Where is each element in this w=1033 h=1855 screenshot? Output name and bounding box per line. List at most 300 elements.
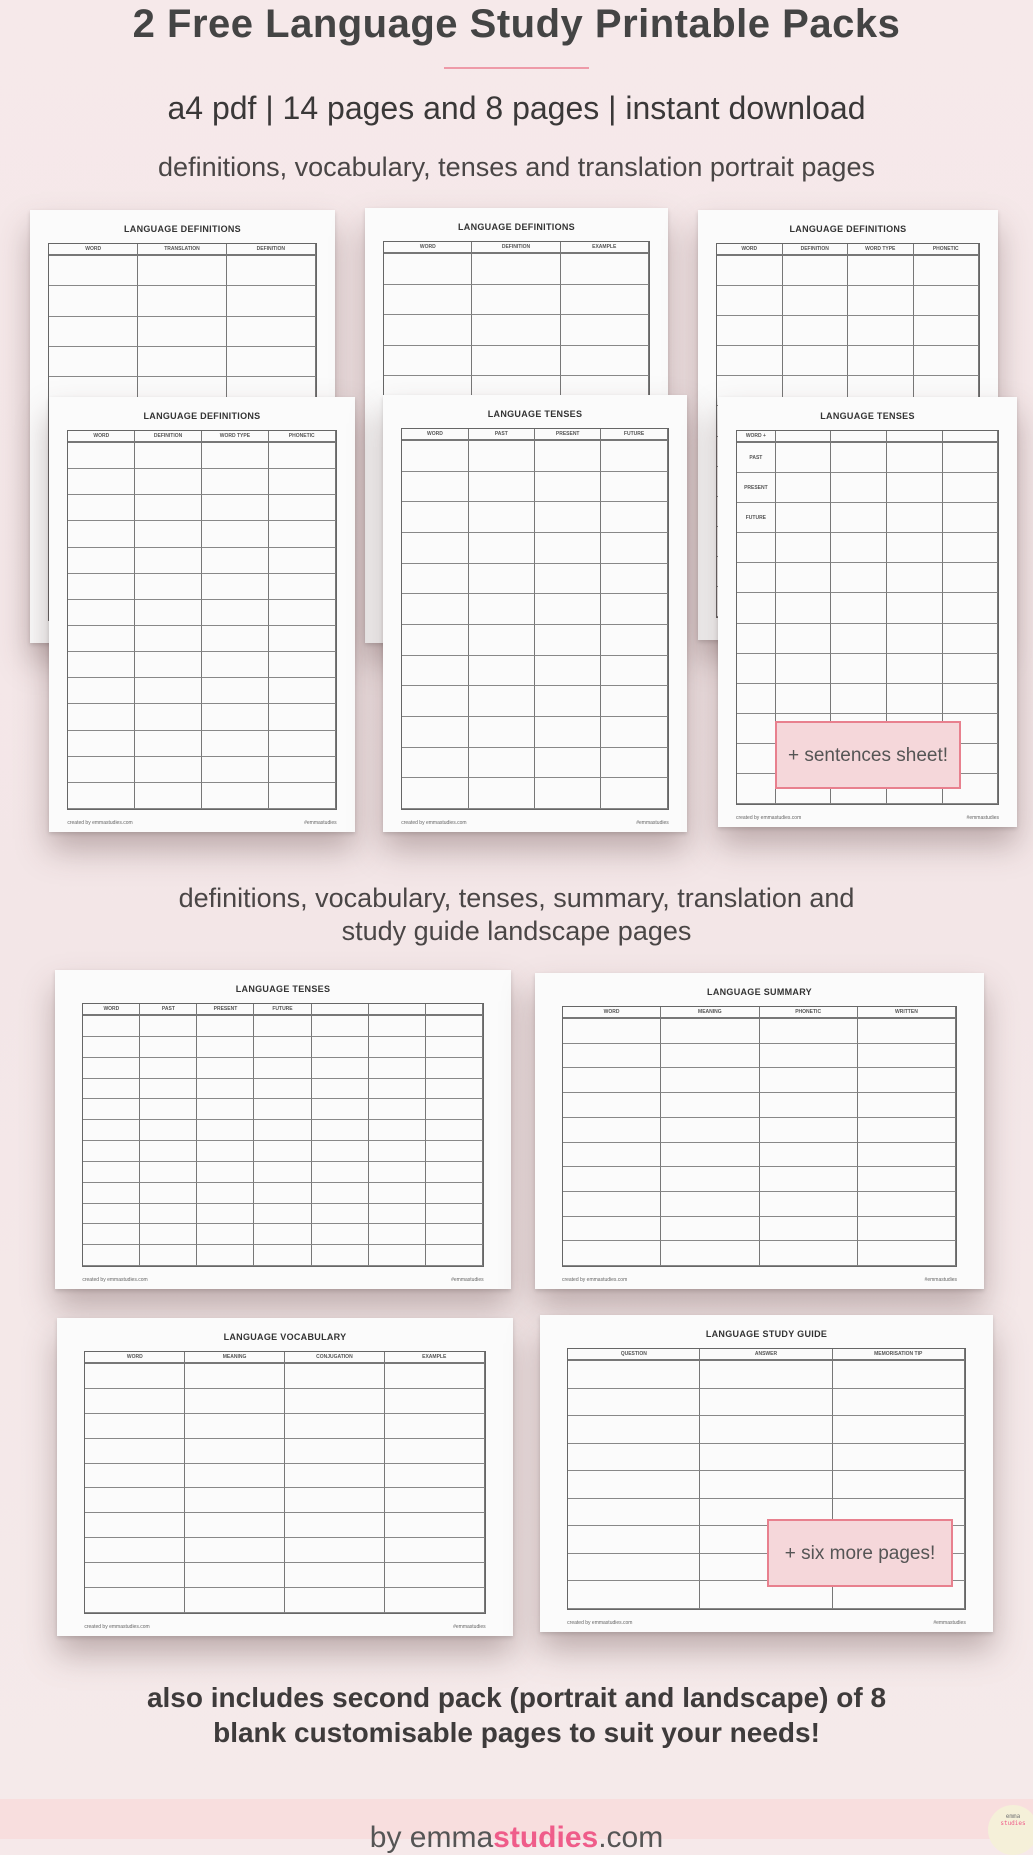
table-cell <box>943 684 999 714</box>
table-cell <box>426 1224 483 1245</box>
table-cell <box>312 1079 369 1100</box>
table-cell <box>858 1068 956 1093</box>
table-cell <box>185 1389 285 1414</box>
column-header: WORD TYPE <box>848 244 914 256</box>
table-cell <box>943 473 999 503</box>
column-header <box>312 1004 369 1016</box>
table-cell <box>68 783 135 809</box>
table-cell <box>227 256 316 286</box>
table-cell <box>469 717 535 748</box>
table-cell <box>135 731 202 757</box>
table-cell <box>83 1245 140 1266</box>
table-cell <box>563 1241 661 1266</box>
table-cell <box>385 1414 485 1439</box>
page-heading: LANGUAGE TENSES <box>487 409 583 419</box>
table-cell <box>833 1416 965 1444</box>
table-cell <box>737 563 776 593</box>
table-cell <box>535 564 601 595</box>
page-heading: LANGUAGE SUMMARY <box>707 987 812 997</box>
table-cell <box>776 654 832 684</box>
table-cell <box>202 469 269 495</box>
table-cell <box>269 469 336 495</box>
table-cell <box>254 1224 311 1245</box>
footer-studies: studies <box>493 1821 599 1854</box>
table-cell <box>385 1389 485 1414</box>
table-cell <box>269 443 336 469</box>
table-cell <box>85 1588 185 1613</box>
printable-page <box>55 970 511 1289</box>
table-cell <box>469 656 535 687</box>
table-cell <box>858 1217 956 1242</box>
table-cell <box>760 1217 858 1242</box>
table-cell <box>402 594 468 625</box>
table-cell <box>426 1016 483 1037</box>
table-cell <box>227 286 316 316</box>
table-cell <box>469 441 535 472</box>
column-header: FUTURE <box>254 1004 311 1016</box>
page-table <box>401 428 669 810</box>
page-footer-right: #emmastudies <box>924 1277 958 1283</box>
table-cell <box>285 1464 385 1489</box>
table-cell <box>68 731 135 757</box>
table-cell <box>661 1167 759 1192</box>
table-cell <box>858 1044 956 1069</box>
table-cell <box>68 626 135 652</box>
table-cell <box>535 748 601 779</box>
table-cell <box>68 469 135 495</box>
table-cell <box>783 256 849 286</box>
printable-page <box>535 973 984 1289</box>
page-heading: LANGUAGE DEFINITIONS <box>143 411 261 421</box>
table-cell <box>135 548 202 574</box>
table-cell <box>197 1204 254 1225</box>
page-footer-right: #emmastudies <box>966 815 1000 821</box>
table-cell <box>535 594 601 625</box>
table-cell <box>426 1141 483 1162</box>
table-cell <box>254 1141 311 1162</box>
table-cell <box>269 678 336 704</box>
table-cell <box>601 564 667 595</box>
table-cell <box>760 1192 858 1217</box>
table-cell <box>269 548 336 574</box>
table-cell <box>943 624 999 654</box>
table-cell <box>384 346 472 377</box>
table-cell <box>140 1162 197 1183</box>
column-header <box>369 1004 426 1016</box>
table-cell <box>700 1471 832 1499</box>
table-cell <box>269 574 336 600</box>
table-cell <box>269 600 336 626</box>
table-cell <box>402 656 468 687</box>
table-cell <box>197 1162 254 1183</box>
table-cell <box>312 1099 369 1120</box>
table-cell <box>285 1414 385 1439</box>
table-cell <box>469 502 535 533</box>
table-cell <box>402 717 468 748</box>
table-cell <box>369 1245 426 1266</box>
table-cell <box>943 533 999 563</box>
table-cell <box>426 1037 483 1058</box>
page-heading: LANGUAGE DEFINITIONS <box>123 224 241 234</box>
table-cell <box>254 1037 311 1058</box>
table-cell <box>385 1513 485 1538</box>
page-footer-left: created by emmastudies.com <box>735 815 802 821</box>
table-cell <box>402 564 468 595</box>
page-footer-right: #emmastudies <box>304 820 337 826</box>
table-cell <box>402 441 468 472</box>
table-cell <box>402 748 468 779</box>
column-header: MEANING <box>661 1007 759 1019</box>
table-cell <box>661 1068 759 1093</box>
table-cell <box>197 1245 254 1266</box>
table-cell <box>254 1183 311 1204</box>
table-cell <box>737 714 776 744</box>
table-cell <box>85 1538 185 1563</box>
table-cell <box>140 1079 197 1100</box>
column-header: PHONETIC <box>269 431 336 443</box>
table-cell <box>561 346 649 377</box>
table-cell: FUTURE <box>737 503 776 533</box>
table-cell <box>561 285 649 316</box>
table-cell: PAST <box>737 443 776 473</box>
table-cell <box>369 1037 426 1058</box>
table-cell <box>85 1488 185 1513</box>
table-cell <box>384 254 472 285</box>
table-cell <box>49 317 138 347</box>
table-cell <box>197 1141 254 1162</box>
column-header: FUTURE <box>601 429 667 441</box>
table-cell <box>601 778 667 809</box>
table-cell <box>369 1224 426 1245</box>
logo-line-2: studies <box>1000 1820 1026 1827</box>
table-cell <box>700 1444 832 1472</box>
table-cell <box>135 600 202 626</box>
table-cell <box>140 1058 197 1079</box>
table-cell <box>760 1241 858 1266</box>
table-cell <box>737 624 776 654</box>
table-cell <box>202 443 269 469</box>
table-cell <box>943 593 999 623</box>
page-footer-right: #emmastudies <box>453 1624 486 1630</box>
table-cell <box>887 563 943 593</box>
column-header: PHONETIC <box>914 244 980 256</box>
table-cell <box>737 533 776 563</box>
table-cell <box>312 1120 369 1141</box>
table-cell <box>85 1439 185 1464</box>
table-cell <box>776 503 832 533</box>
table-cell <box>858 1241 956 1266</box>
table-cell <box>831 503 887 533</box>
table-cell <box>202 600 269 626</box>
column-header: QUESTION <box>568 1349 700 1361</box>
table-cell <box>83 1079 140 1100</box>
table-cell <box>426 1099 483 1120</box>
table-cell <box>285 1364 385 1389</box>
table-cell <box>717 286 783 316</box>
table-cell <box>138 347 227 377</box>
table-cell <box>858 1192 956 1217</box>
table-cell <box>185 1364 285 1389</box>
column-header: PRESENT <box>197 1004 254 1016</box>
table-cell <box>138 286 227 316</box>
table-cell <box>535 656 601 687</box>
column-header: DEFINITION <box>472 242 560 254</box>
printable-page <box>383 395 687 832</box>
page-heading: LANGUAGE DEFINITIONS <box>457 222 575 232</box>
table-cell <box>737 654 776 684</box>
table-cell <box>402 625 468 656</box>
table-cell <box>227 317 316 347</box>
table-cell <box>202 678 269 704</box>
table-cell <box>783 316 849 346</box>
table-cell <box>469 472 535 503</box>
table-cell <box>202 704 269 730</box>
table-cell <box>185 1439 285 1464</box>
table-cell <box>848 286 914 316</box>
table-cell <box>563 1068 661 1093</box>
table-cell <box>426 1120 483 1141</box>
table-cell <box>185 1414 285 1439</box>
table-cell <box>469 533 535 564</box>
table-cell <box>369 1099 426 1120</box>
table-cell <box>914 346 980 376</box>
table-cell <box>535 502 601 533</box>
table-cell <box>83 1058 140 1079</box>
table-cell <box>68 704 135 730</box>
table-cell <box>568 1361 700 1389</box>
table-cell <box>563 1019 661 1044</box>
table-cell <box>254 1016 311 1037</box>
bottom-text: also includes second pack (portrait and landscape) of 8 blank customisable pages to suit your needs! <box>146 1682 887 1748</box>
table-cell <box>831 684 887 714</box>
column-header <box>426 1004 483 1016</box>
page-heading: LANGUAGE TENSES <box>235 984 331 994</box>
table-cell <box>831 624 887 654</box>
table-cell <box>737 593 776 623</box>
table-cell <box>776 443 832 473</box>
table-cell <box>140 1224 197 1245</box>
table-cell <box>561 315 649 346</box>
table-cell <box>68 600 135 626</box>
table-cell <box>312 1141 369 1162</box>
table-cell <box>312 1204 369 1225</box>
table-cell <box>83 1224 140 1245</box>
table-cell <box>760 1044 858 1069</box>
table-cell <box>254 1079 311 1100</box>
table-cell <box>68 443 135 469</box>
table-cell <box>140 1141 197 1162</box>
table-cell <box>700 1389 832 1417</box>
table-cell <box>472 254 560 285</box>
table-cell <box>254 1204 311 1225</box>
table-cell <box>312 1162 369 1183</box>
table-cell <box>601 625 667 656</box>
table-cell <box>202 626 269 652</box>
table-cell <box>783 286 849 316</box>
table-cell <box>776 563 832 593</box>
table-cell <box>472 315 560 346</box>
column-header <box>831 431 887 443</box>
table-cell <box>285 1439 385 1464</box>
table-cell <box>469 625 535 656</box>
table-cell <box>197 1037 254 1058</box>
table-cell <box>385 1488 485 1513</box>
table-cell <box>135 704 202 730</box>
table-cell <box>197 1058 254 1079</box>
table-cell <box>185 1513 285 1538</box>
table-cell <box>202 574 269 600</box>
table-cell <box>83 1099 140 1120</box>
table-cell <box>49 256 138 286</box>
table-cell <box>563 1118 661 1143</box>
table-cell <box>385 1588 485 1613</box>
page-footer-left: created by emmastudies.com <box>67 820 133 826</box>
column-header: PAST <box>140 1004 197 1016</box>
table-cell <box>943 443 999 473</box>
table-cell <box>833 1389 965 1417</box>
table-cell <box>85 1513 185 1538</box>
page-footer-left: created by emmastudies.com <box>567 1620 633 1626</box>
table-cell <box>269 652 336 678</box>
table-cell <box>426 1245 483 1266</box>
table-cell <box>469 778 535 809</box>
table-cell <box>85 1563 185 1588</box>
table-cell <box>185 1588 285 1613</box>
table-cell <box>68 678 135 704</box>
table-cell <box>737 744 776 774</box>
table-cell <box>369 1079 426 1100</box>
table-cell <box>661 1093 759 1118</box>
table-cell <box>833 1444 965 1472</box>
table-cell <box>535 717 601 748</box>
table-cell <box>49 347 138 377</box>
table-cell <box>369 1016 426 1037</box>
table-cell <box>140 1016 197 1037</box>
page-table <box>67 430 336 810</box>
table-cell <box>202 521 269 547</box>
page-footer-left: created by emmastudies.com <box>84 1624 150 1630</box>
table-cell <box>887 473 943 503</box>
table-cell <box>568 1581 700 1609</box>
column-header: MEANING <box>185 1352 285 1364</box>
table-cell <box>776 624 832 654</box>
footer-link[interactable] <box>0 1821 1033 1855</box>
table-cell <box>85 1389 185 1414</box>
table-cell <box>135 521 202 547</box>
table-cell <box>269 521 336 547</box>
table-cell <box>760 1118 858 1143</box>
table-cell <box>887 443 943 473</box>
table-cell <box>369 1058 426 1079</box>
table-cell <box>831 593 887 623</box>
column-header: MEMORISATION TIP <box>833 1349 965 1361</box>
column-header: WORD <box>384 242 472 254</box>
table-cell <box>185 1538 285 1563</box>
page-heading: LANGUAGE DEFINITIONS <box>789 224 907 234</box>
table-cell <box>601 686 667 717</box>
table-cell <box>535 778 601 809</box>
table-cell <box>717 346 783 376</box>
six-more-callout: + six more pages! <box>767 1519 953 1587</box>
table-cell <box>887 503 943 533</box>
table-cell <box>185 1464 285 1489</box>
column-header: WORD + <box>737 431 776 443</box>
table-cell <box>85 1364 185 1389</box>
table-cell <box>469 686 535 717</box>
table-cell <box>887 654 943 684</box>
table-cell <box>776 684 832 714</box>
table-cell <box>402 533 468 564</box>
table-cell <box>285 1389 385 1414</box>
table-cell <box>312 1245 369 1266</box>
table-cell <box>312 1016 369 1037</box>
table-cell <box>269 626 336 652</box>
column-header <box>887 431 943 443</box>
column-header: WORD <box>717 244 783 256</box>
title-divider <box>444 67 589 69</box>
emmastudies-logo <box>988 1805 1033 1855</box>
table-cell <box>601 656 667 687</box>
table-cell <box>426 1183 483 1204</box>
column-header: WORD TYPE <box>202 431 269 443</box>
table-cell <box>661 1241 759 1266</box>
column-header: EXAMPLE <box>561 242 649 254</box>
subtitle: a4 pdf | 14 pages and 8 pages | instant download <box>167 90 866 126</box>
table-cell <box>197 1079 254 1100</box>
column-header: DEFINITION <box>783 244 849 256</box>
table-cell <box>776 533 832 563</box>
table-cell <box>943 563 999 593</box>
table-cell <box>858 1118 956 1143</box>
table-cell <box>535 625 601 656</box>
column-header: DEFINITION <box>135 431 202 443</box>
table-cell <box>760 1068 858 1093</box>
table-cell <box>83 1016 140 1037</box>
table-cell <box>138 317 227 347</box>
column-header <box>943 431 999 443</box>
table-cell <box>848 316 914 346</box>
table-cell <box>202 783 269 809</box>
page-footer-right: #emmastudies <box>451 1277 484 1283</box>
table-cell <box>700 1361 832 1389</box>
page-footer-left: created by emmastudies.com <box>82 1277 148 1283</box>
table-cell <box>135 574 202 600</box>
table-cell <box>472 285 560 316</box>
table-cell <box>369 1120 426 1141</box>
table-cell <box>601 502 667 533</box>
table-cell <box>369 1162 426 1183</box>
table-cell <box>135 443 202 469</box>
table-cell <box>68 521 135 547</box>
table-cell <box>68 548 135 574</box>
table-cell <box>312 1058 369 1079</box>
column-header: WORD <box>402 429 468 441</box>
table-cell <box>135 469 202 495</box>
table-cell <box>717 256 783 286</box>
table-cell <box>197 1016 254 1037</box>
table-cell <box>601 594 667 625</box>
table-cell <box>135 783 202 809</box>
page-heading: LANGUAGE VOCABULARY <box>223 1332 347 1342</box>
table-cell <box>887 684 943 714</box>
landscape-caption <box>0 882 1033 948</box>
table-cell <box>202 731 269 757</box>
table-cell <box>568 1499 700 1527</box>
table-cell <box>833 1471 965 1499</box>
printable-page <box>57 1318 513 1636</box>
table-cell <box>135 678 202 704</box>
table-cell <box>426 1204 483 1225</box>
